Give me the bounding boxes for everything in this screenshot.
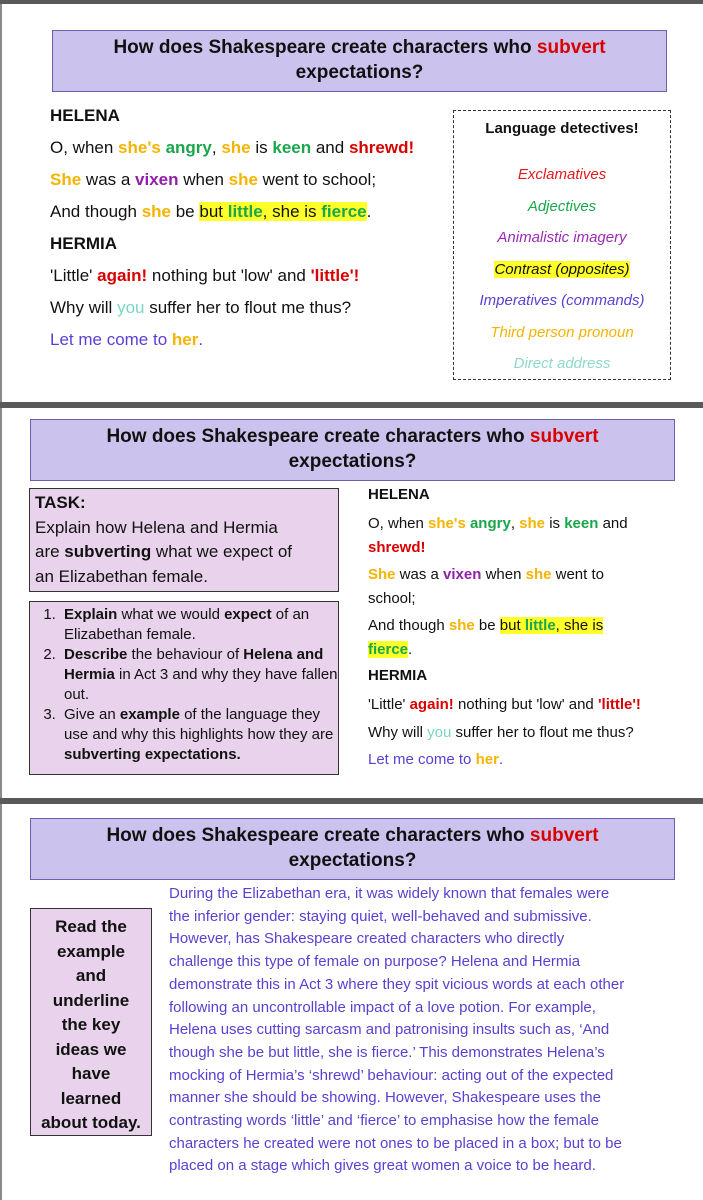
language-detectives-box bbox=[453, 110, 671, 380]
quote-line: Why will you suffer her to flout me thus? bbox=[368, 724, 634, 741]
step-item: 3. Give an example of the language they use and why this highlights how they are subverting expectations. bbox=[60, 705, 338, 765]
quote-line: Let me come to her. bbox=[368, 751, 504, 768]
task-text: Explain how Helena and Hermia bbox=[35, 517, 278, 537]
helena-heading: HELENA bbox=[50, 106, 120, 125]
slide-3-title: How does Shakespeare create characters who subvert expectations? bbox=[30, 818, 675, 880]
quote-line: shrewd! bbox=[368, 539, 426, 556]
task-box bbox=[29, 488, 339, 592]
slide-2-title: How does Shakespeare create characters who subvert expectations? bbox=[30, 419, 675, 481]
language-detectives-heading: Language detectives! bbox=[485, 120, 639, 137]
task-text: are subverting what we expect of bbox=[35, 542, 293, 561]
hermia-heading: HERMIA bbox=[50, 234, 118, 253]
legend-animalistic-imagery: Animalistic imagery bbox=[497, 229, 627, 246]
quote-line: O, when she's angry, she is keen and bbox=[368, 515, 628, 532]
quote-line: And though she be but little, she is bbox=[368, 617, 604, 634]
legend-exclamatives: Exclamatives bbox=[517, 166, 607, 183]
quote-line: 'Little' again! nothing but 'low' and 'little'! bbox=[50, 266, 360, 285]
slide-1 bbox=[0, 4, 703, 402]
quote-line: And though she be but little, she is fierce. bbox=[50, 202, 372, 221]
slide-3 bbox=[0, 804, 703, 1200]
quote-line: school; bbox=[368, 590, 416, 607]
task-text: an Elizabethan female. bbox=[35, 566, 208, 586]
hermia-heading: HERMIA bbox=[368, 667, 428, 684]
quote-line: Let me come to her. bbox=[50, 330, 204, 349]
legend-third-person-pronoun: Third person pronoun bbox=[490, 324, 634, 341]
example-paragraph: During the Elizabethan era, it was widely known that females were the inferior gender: staying quiet, well-behaved and submissive. However, has Shakespeare created characters who directly challenge this type of female on purpose? Helena and Hermia demonstrate this in Act 3 where they spit vicious words at each other following an uncontrollable impact of a love potion. For example, Helena uses cutting sarcasm and patronising insults such as, ‘And though she be but little, she is fierce.’ This demonstrates Helena’s mocking of Hermia’s ‘shrewd’ behaviour: acting out of the expected manner she should be showing. However, Shakespeare uses the contrasting words ‘little’ and ‘fierce’ to emphasise how the female characters he created were not ones to be placed in a box; but to be placed on a stage which gives great women a voice to be heard. bbox=[169, 885, 625, 1175]
legend-contrast: Contrast (opposites) bbox=[494, 261, 630, 278]
quote-line: 'Little' again! nothing but 'low' and 'little'! bbox=[368, 696, 641, 713]
slide-1-title: How does Shakespeare create characters who subvert expectations? bbox=[52, 30, 667, 92]
steps-box bbox=[29, 601, 339, 775]
quote-line: She was a vixen when she went to bbox=[368, 566, 604, 583]
step-item: 2. Describe the behaviour of Helena and Hermia in Act 3 and why they have fallen out. bbox=[60, 645, 338, 705]
slide-2 bbox=[0, 408, 703, 798]
quote-line: Why will you suffer her to flout me thus? bbox=[50, 298, 352, 317]
legend-adjectives: Adjectives bbox=[527, 198, 597, 215]
helena-heading: HELENA bbox=[368, 486, 430, 503]
task-label: TASK: bbox=[35, 493, 86, 512]
legend-direct-address: Direct address bbox=[513, 355, 611, 372]
legend-imperatives: Imperatives (commands) bbox=[479, 292, 645, 309]
quote-line: fierce. bbox=[368, 641, 413, 658]
quote-line: O, when she's angry, she is keen and shrewd! bbox=[50, 138, 415, 157]
read-instruction-box: Read the example and underline the key ideas we have learned about today. bbox=[30, 908, 152, 1136]
step-item: 1. Explain what we would expect of an Elizabethan female. bbox=[60, 605, 338, 645]
quote-line: She was a vixen when she went to school; bbox=[50, 170, 377, 189]
steps-list bbox=[30, 605, 338, 765]
